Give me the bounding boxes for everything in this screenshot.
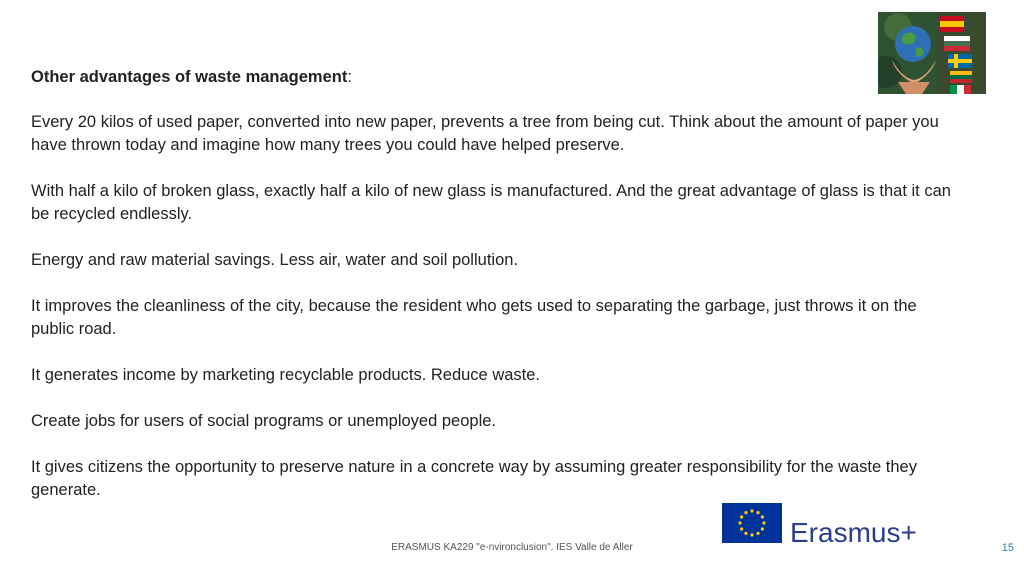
eu-star — [762, 521, 765, 524]
eu-star — [761, 515, 764, 518]
erasmus-logo-text: Erasmus+ — [790, 517, 917, 545]
eu-star — [756, 511, 759, 514]
eu-star — [740, 515, 743, 518]
eu-star — [761, 527, 764, 530]
eu-star — [744, 532, 747, 535]
eu-star — [738, 521, 741, 524]
slide-heading: Other advantages of waste management: — [31, 68, 352, 86]
paragraph-energy: Energy and raw material savings. Less air, water and soil pollution. — [31, 251, 518, 269]
eu-flag-icon — [722, 503, 782, 543]
eu-star — [750, 533, 753, 536]
eu-star — [756, 532, 759, 535]
page-number: 15 — [1001, 542, 1014, 554]
paragraph-nature: It gives citizens the opportunity to preserve nature in a concrete way by assuming greater responsibility for the waste they generate. — [31, 458, 917, 499]
eu-star — [744, 511, 747, 514]
paragraph-glass: With half a kilo of broken glass, exactly half a kilo of new glass is manufactured. And the great advantage of glass is that it can be recycled endlessly. — [31, 182, 951, 223]
erasmus-logo — [722, 503, 932, 545]
eu-star — [740, 527, 743, 530]
paragraph-cleanliness: It improves the cleanliness of the city, because the resident who gets used to separating the garbage, just throws it on the public road. — [31, 297, 917, 338]
slide-content — [31, 66, 961, 525]
paragraph-income: It generates income by marketing recyclable products. Reduce waste. — [31, 366, 541, 384]
eu-star — [750, 509, 753, 512]
paragraph-jobs: Create jobs for users of social programs or unemployed people. — [31, 412, 496, 430]
paragraph-paper: Every 20 kilos of used paper, converted into new paper, prevents a tree from being cut. Think about the amount of paper you have thrown today and imagine how many trees you could have helped preserve. — [31, 113, 939, 154]
footer-text: ERASMUS KA229 "e-nvironclusion". IES Valle de Aller — [391, 542, 633, 553]
